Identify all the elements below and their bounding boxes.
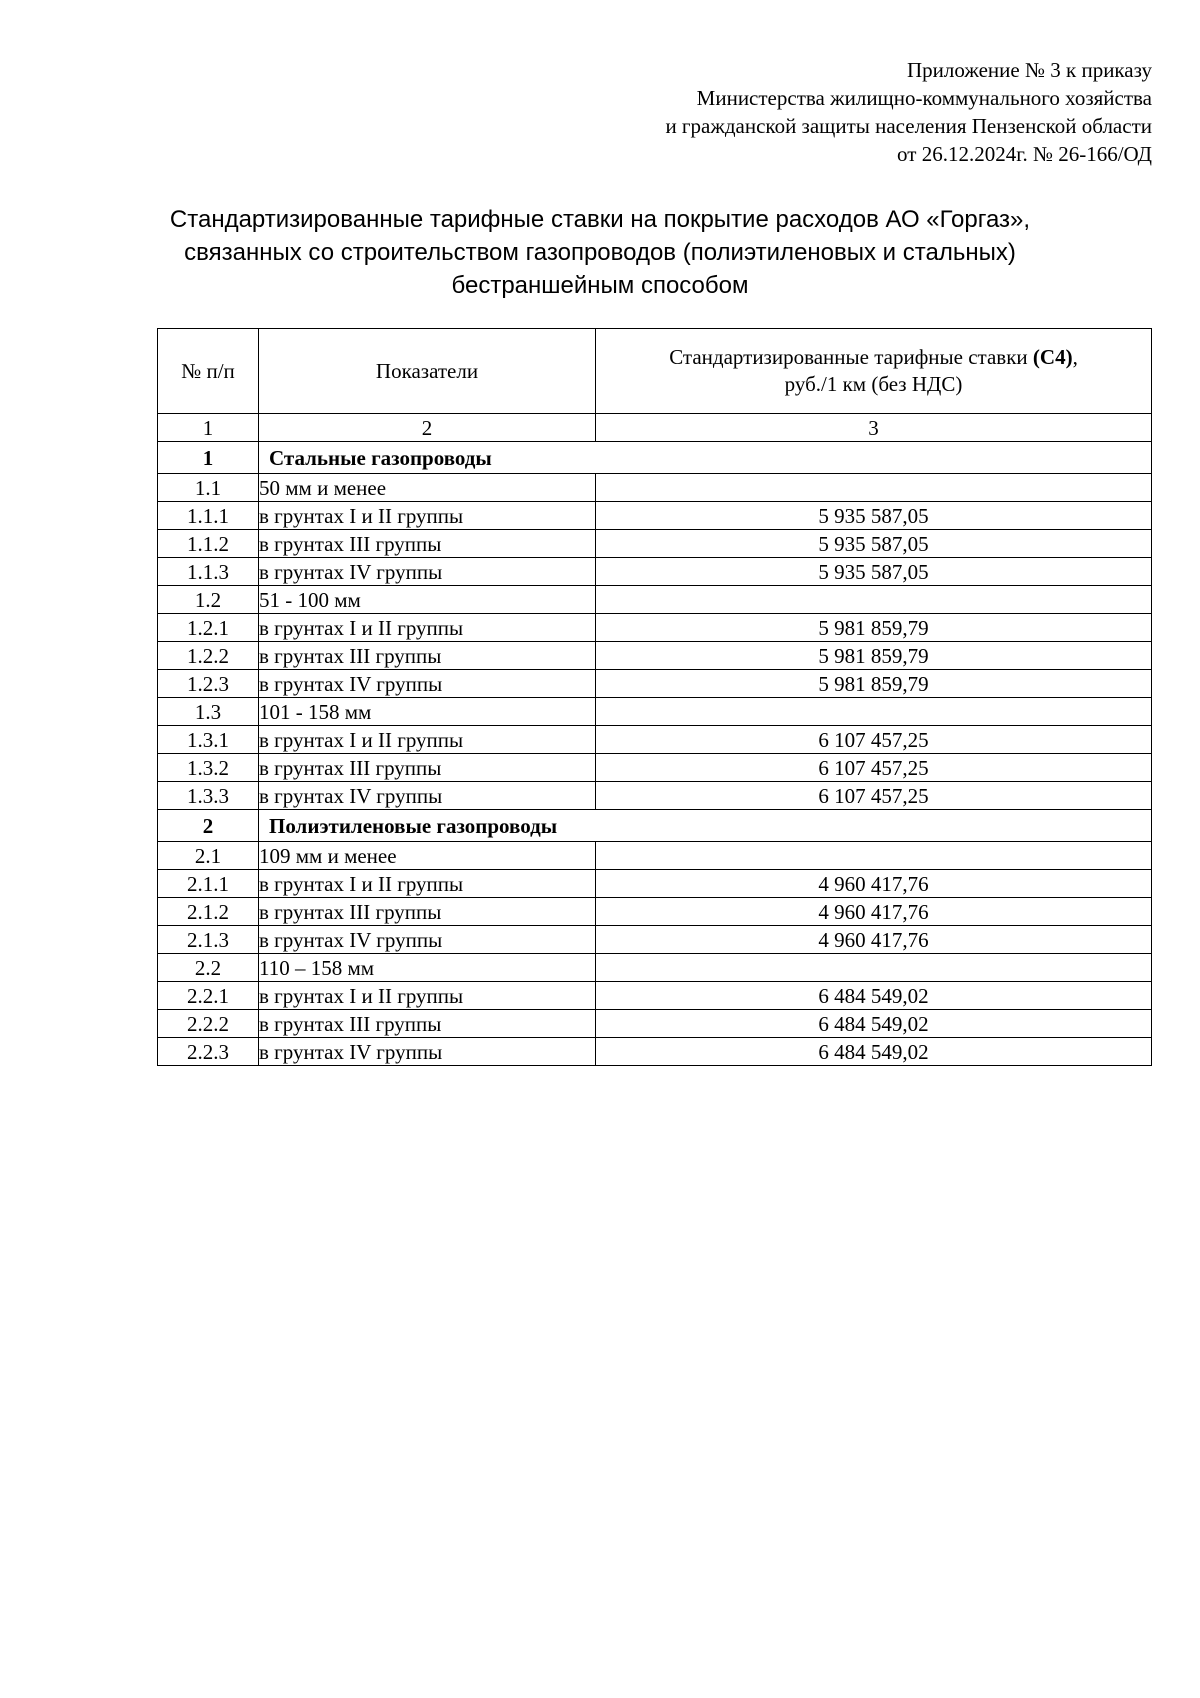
row-value: 5 935 587,05 (596, 530, 1152, 558)
row-label: в грунтах III группы (259, 1010, 596, 1038)
section-number: 2 (158, 810, 259, 842)
row-label: 50 мм и менее (259, 474, 596, 502)
table-row (158, 870, 1152, 898)
table-row (158, 502, 1152, 530)
row-label: в грунтах I и II группы (259, 870, 596, 898)
row-value: 6 484 549,02 (596, 982, 1152, 1010)
row-number: 2.1 (158, 842, 259, 870)
column-number: 1 (158, 414, 259, 442)
section-number: 1 (158, 442, 259, 474)
row-number: 1.1 (158, 474, 259, 502)
row-number: 2.2.1 (158, 982, 259, 1010)
row-value: 6 107 457,25 (596, 754, 1152, 782)
row-value (596, 698, 1152, 726)
table-row (158, 1038, 1152, 1066)
header-rates-comma: , (1072, 345, 1078, 369)
row-label: в грунтах III группы (259, 530, 596, 558)
row-number: 1.2.3 (158, 670, 259, 698)
table-row (158, 842, 1152, 870)
row-label: в грунтах III группы (259, 898, 596, 926)
row-value: 5 935 587,05 (596, 502, 1152, 530)
row-label: в грунтах I и II группы (259, 982, 596, 1010)
row-number: 1.2 (158, 586, 259, 614)
row-label: в грунтах III группы (259, 642, 596, 670)
table-header-row (158, 329, 1152, 414)
row-number: 1.2.1 (158, 614, 259, 642)
table-row (158, 1010, 1152, 1038)
column-number: 3 (596, 414, 1152, 442)
row-value: 4 960 417,76 (596, 898, 1152, 926)
row-label: в грунтах IV группы (259, 926, 596, 954)
row-number: 1.2.2 (158, 642, 259, 670)
row-label: в грунтах III группы (259, 754, 596, 782)
column-number-row (158, 414, 1152, 442)
header-rates-unit: руб./1 км (без НДС) (784, 372, 963, 396)
section-title: Полиэтиленовые газопроводы (259, 810, 1152, 842)
appendix-header-line: от 26.12.2024г. № 26-166/ОД (897, 142, 1152, 166)
appendix-header-line: Министерства жилищно-коммунального хозяйства (696, 86, 1152, 110)
header-cell-rates (596, 329, 1152, 414)
row-number: 2.2.3 (158, 1038, 259, 1066)
row-value: 6 484 549,02 (596, 1038, 1152, 1066)
table-row (158, 586, 1152, 614)
row-label: 109 мм и менее (259, 842, 596, 870)
section-row-steel (158, 442, 1152, 474)
row-value: 6 484 549,02 (596, 1010, 1152, 1038)
row-number: 2.2.2 (158, 1010, 259, 1038)
row-number: 1.3.2 (158, 754, 259, 782)
row-value: 5 981 859,79 (596, 614, 1152, 642)
row-value: 5 935 587,05 (596, 558, 1152, 586)
header-cell-number: № п/п (158, 329, 259, 414)
tariff-table (157, 328, 1152, 1066)
row-value: 6 107 457,25 (596, 726, 1152, 754)
row-value: 4 960 417,76 (596, 870, 1152, 898)
row-value (596, 474, 1152, 502)
table-row (158, 614, 1152, 642)
column-number: 2 (259, 414, 596, 442)
table-row (158, 726, 1152, 754)
row-label: в грунтах IV группы (259, 1038, 596, 1066)
row-label: в грунтах I и II группы (259, 726, 596, 754)
table-row (158, 782, 1152, 810)
table-row (158, 558, 1152, 586)
row-number: 1.1.1 (158, 502, 259, 530)
row-number: 2.1.3 (158, 926, 259, 954)
header-cell-indicators: Показатели (259, 329, 596, 414)
document-title-line: бестраншейным способом (451, 272, 749, 299)
document-title-line: связанных со строительством газопроводов (полиэтиленовых и стальных) (184, 239, 1016, 266)
appendix-header-line: Приложение № 3 к приказу (907, 58, 1152, 82)
row-number: 2.1.2 (158, 898, 259, 926)
row-value (596, 954, 1152, 982)
appendix-header-line: и гражданской защиты населения Пензенской области (665, 114, 1152, 138)
row-value: 6 107 457,25 (596, 782, 1152, 810)
row-number: 2.2 (158, 954, 259, 982)
table-row (158, 754, 1152, 782)
row-number: 1.1.2 (158, 530, 259, 558)
section-title: Стальные газопроводы (259, 442, 1152, 474)
table-row (158, 982, 1152, 1010)
row-number: 1.3.1 (158, 726, 259, 754)
row-number: 2.1.1 (158, 870, 259, 898)
row-label: в грунтах IV группы (259, 782, 596, 810)
table-row (158, 926, 1152, 954)
row-number: 1.1.3 (158, 558, 259, 586)
table-row (158, 698, 1152, 726)
row-label: 101 - 158 мм (259, 698, 596, 726)
appendix-header (665, 56, 1152, 168)
table-row (158, 954, 1152, 982)
row-value (596, 842, 1152, 870)
table-row (158, 642, 1152, 670)
table-row (158, 530, 1152, 558)
row-label: в грунтах IV группы (259, 670, 596, 698)
table-row (158, 474, 1152, 502)
header-rates-text: Стандартизированные тарифные ставки (669, 345, 1033, 369)
row-label: в грунтах IV группы (259, 558, 596, 586)
row-label: в грунтах I и II группы (259, 614, 596, 642)
row-value: 4 960 417,76 (596, 926, 1152, 954)
document-title (0, 203, 1200, 302)
row-value (596, 586, 1152, 614)
document-title-line: Стандартизированные тарифные ставки на покрытие расходов АО «Горгаз», (169, 206, 1031, 233)
row-label: 51 - 100 мм (259, 586, 596, 614)
row-label: в грунтах I и II группы (259, 502, 596, 530)
row-number: 1.3.3 (158, 782, 259, 810)
row-label: 110 – 158 мм (259, 954, 596, 982)
row-number: 1.3 (158, 698, 259, 726)
header-rates-code: (С4) (1032, 345, 1073, 369)
table-row (158, 898, 1152, 926)
section-row-polyethylene (158, 810, 1152, 842)
row-value: 5 981 859,79 (596, 642, 1152, 670)
row-value: 5 981 859,79 (596, 670, 1152, 698)
table-row (158, 670, 1152, 698)
